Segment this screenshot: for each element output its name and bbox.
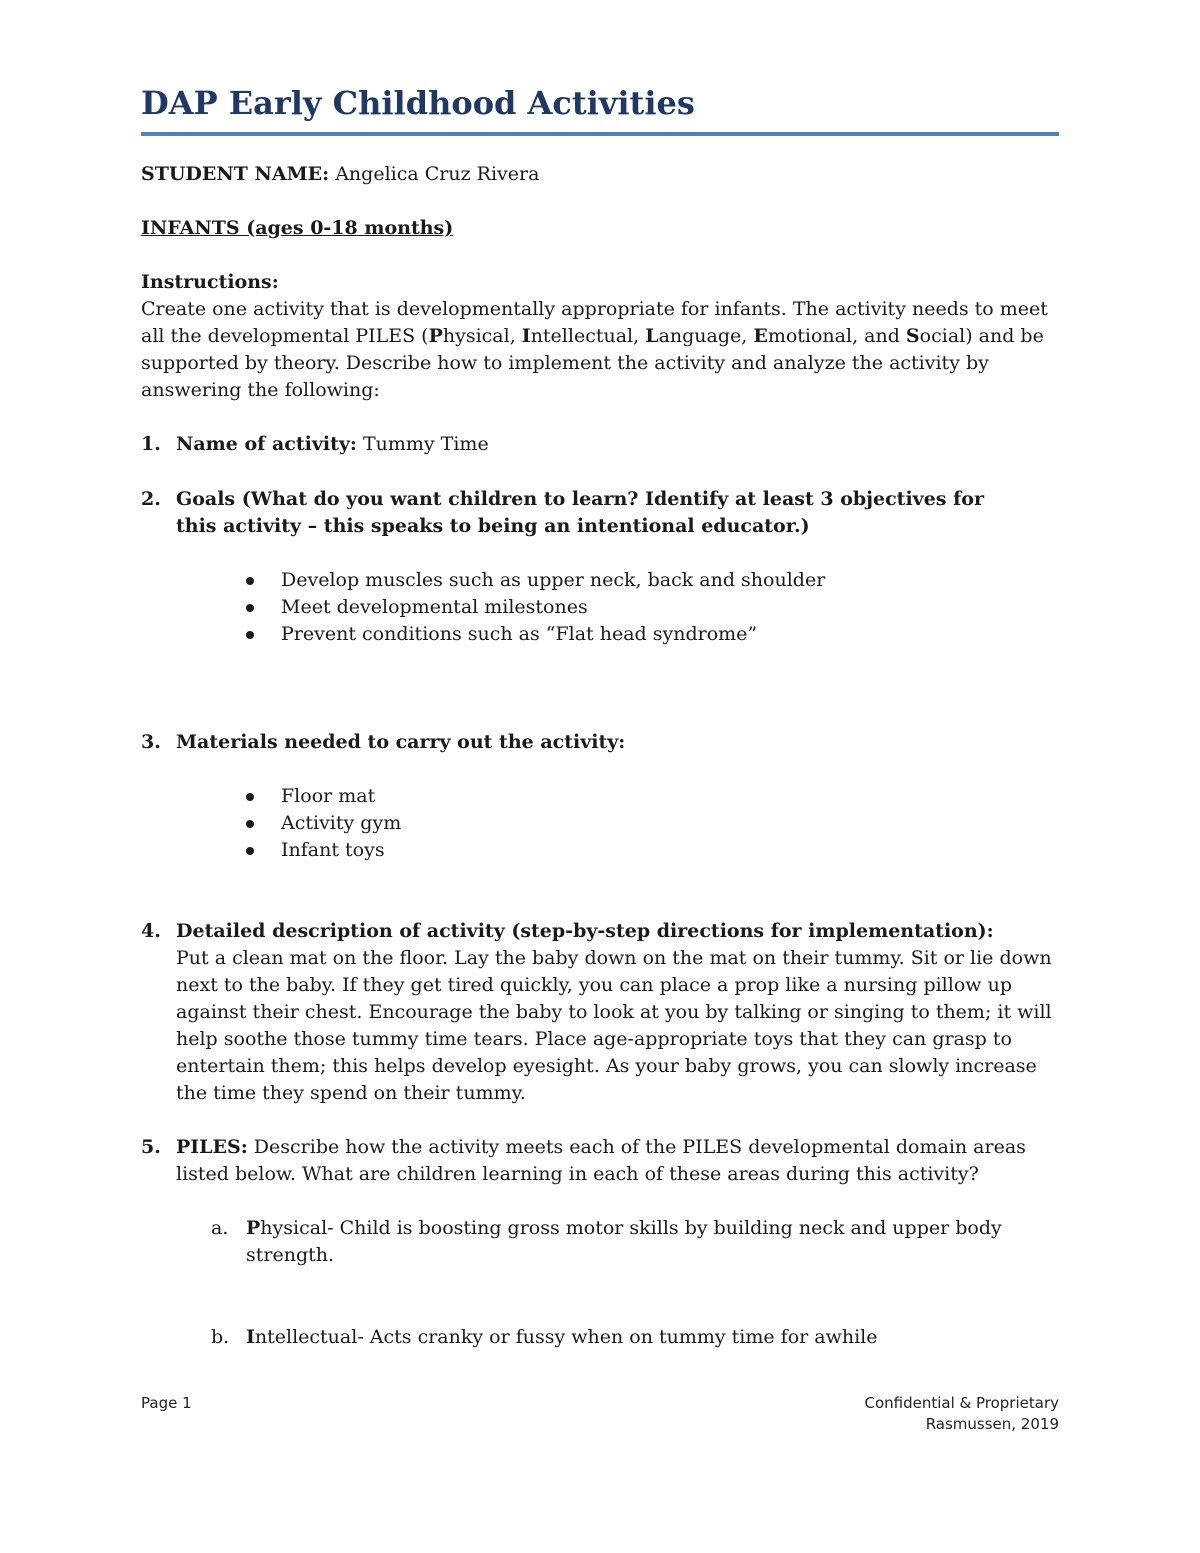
question-text: Describe how the activity meets each of the PILES developmental domain areas listed below. What are children learning in each of these areas during this activity? — [176, 1136, 1026, 1185]
student-line — [141, 161, 539, 188]
question-label: Name of activity: — [176, 433, 357, 455]
subitem-letter: b. — [211, 1326, 230, 1348]
page-number: Page 1 — [141, 1394, 192, 1412]
instructions-part: hysical, — [442, 325, 522, 347]
question-number: 1. — [141, 433, 161, 455]
question-4 — [176, 918, 1059, 1107]
piles-initial: S — [905, 325, 920, 347]
piles-initial: P — [428, 325, 443, 347]
confidential-notice: Confidential & Proprietary — [864, 1394, 1059, 1412]
instructions-part: ntellectual, — [530, 325, 646, 347]
question-number: 5. — [141, 1136, 161, 1158]
list-item-text: Activity gym — [281, 812, 402, 834]
bullet-icon — [246, 847, 254, 855]
bullet-icon — [246, 793, 254, 801]
list-item-text: Infant toys — [281, 839, 385, 861]
bullet-icon — [246, 604, 254, 612]
question-1 — [176, 431, 1059, 458]
question-5 — [176, 1134, 1036, 1188]
instructions-part: anguage, — [658, 325, 754, 347]
list-item-text: Prevent conditions such as “Flat head syndrome” — [281, 623, 758, 645]
question-label: PILES: — [176, 1136, 248, 1158]
copyright-notice: Rasmussen, 2019 — [925, 1415, 1059, 1433]
instructions-part: motional, and — [767, 325, 906, 347]
question-number: 2. — [141, 488, 161, 510]
materials-list — [246, 783, 401, 864]
subitem-text: hysical- Child is boosting gross motor skills by building neck and upper body strength. — [246, 1217, 1002, 1266]
piles-initial: E — [753, 325, 768, 347]
subitem-intellectual — [246, 1324, 1026, 1351]
piles-initial: I — [246, 1326, 255, 1348]
question-label: Detailed description of activity (step-by-step directions for implementation): — [176, 920, 994, 942]
piles-initial: I — [521, 325, 531, 347]
question-answer: Put a clean mat on the floor. Lay the baby down on the mat on their tummy. Sit or lie down next to the baby. If they get tired quickly, you can place a prop like a nursing pillow up against their chest. Encourage the baby to look at you by talking or singing to them; it will help soothe those tummy time tears. Place age-appropriate toys that they can grasp to entertain them; this helps develop eyesight. As your baby grows, you can slowly increase the time they spend on their tummy. — [176, 947, 1052, 1104]
list-item — [246, 594, 825, 621]
bullet-icon — [246, 577, 254, 585]
list-item-text: Develop muscles such as upper neck, back and shoulder — [281, 569, 826, 591]
list-item-text: Meet developmental milestones — [281, 596, 588, 618]
list-item — [246, 783, 401, 810]
goals-list — [246, 567, 825, 648]
subitem-physical — [246, 1215, 1026, 1269]
student-label: STUDENT NAME: — [141, 163, 330, 185]
subitem-letter: a. — [211, 1217, 229, 1239]
bullet-icon — [246, 820, 254, 828]
section-heading: INFANTS (ages 0-18 months) — [141, 217, 454, 239]
instructions-part: Create one activity that is developmentally appropriate for infants. The activity needs to meet all the developmental PILES ( — [141, 298, 1048, 347]
bullet-icon — [246, 631, 254, 639]
piles-initial: P — [246, 1217, 261, 1239]
title-underline — [141, 132, 1059, 136]
instructions-text — [141, 296, 1059, 404]
instructions-label: Instructions: — [141, 271, 279, 293]
list-item — [246, 567, 825, 594]
student-name: Angelica Cruz Rivera — [335, 163, 540, 185]
list-item-text: Floor mat — [281, 785, 376, 807]
question-number: 3. — [141, 731, 161, 753]
document-page — [141, 0, 1059, 1553]
question-number: 4. — [141, 920, 161, 942]
question-2-label: Goals (What do you want children to learn? Identify at least 3 objectives for this activity – this speaks to being an intentional educator.) — [176, 488, 984, 537]
list-item — [246, 621, 825, 648]
list-item — [246, 810, 401, 837]
instructions-part: ocial) and be supported by theory. Describe how to implement the activity and analyze the activity by answering the following: — [141, 325, 1044, 401]
list-item — [246, 837, 401, 864]
page-title: DAP Early Childhood Activities — [141, 84, 695, 122]
question-3-label: Materials needed to carry out the activity: — [176, 731, 626, 753]
piles-initial: L — [645, 325, 659, 347]
question-answer: Tummy Time — [362, 433, 489, 455]
subitem-text: ntellectual- Acts cranky or fussy when on tummy time for awhile — [254, 1326, 878, 1348]
